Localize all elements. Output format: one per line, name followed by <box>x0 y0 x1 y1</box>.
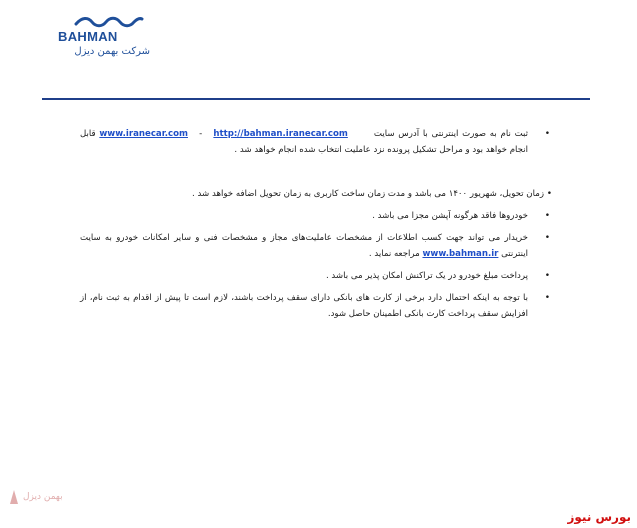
header-divider <box>42 98 590 100</box>
item-text: خودروها فاقد هرگونه آپشن مجزا می باشد . <box>372 211 528 221</box>
watermark-text: بهمن دیزل <box>23 492 63 502</box>
item-text: خریدار می تواند جهت کسب اطلاعات از مشخصات عاملیت‌های مجاز و مشخصات فنی و سایر امکانات خودرو به سایت اینترنتی <box>80 233 528 259</box>
list-item-card-limit <box>80 290 550 322</box>
watermark <box>8 486 68 508</box>
source-label: بورس نیوز <box>567 510 631 524</box>
list-item-options <box>80 208 550 224</box>
item-text-continued: قابل انجام خواهد بود و مراحل تشکیل پرونده نزد عاملیت انتخاب شده انجام خواهد شد . <box>80 129 528 155</box>
bahman-site-link[interactable]: www.bahman.ir <box>422 249 499 259</box>
item-text-continued: مراجعه نماید . <box>368 249 420 259</box>
logo-wave-icon <box>74 16 144 28</box>
link-separator: - <box>199 129 203 139</box>
item-text: زمان تحویل، شهریور ۱۴۰۰ می باشد و مدت زمان ساخت کاربری به زمان تحویل اضافه خواهد شد . <box>192 189 544 199</box>
item-text: با توجه به اینکه احتمال دارد برخی از کارت های بانکی دارای سقف پرداخت باشند، لازم است تا پیش از اقدام به ثبت نام، از افزایش سقف پرداخت کارت بانکی اطمینان حاصل شود. <box>80 293 528 319</box>
item-text: پرداخت مبلغ خودرو در یک تراکنش امکان پذیر می باشد . <box>325 271 528 281</box>
list-item-registration <box>80 126 550 158</box>
item-text: ثبت نام به صورت اینترنتی با آدرس سایت <box>373 129 528 139</box>
bahman-iranecar-link[interactable]: http://bahman.iranecar.com <box>213 129 348 139</box>
watermark-logo-icon <box>8 488 20 506</box>
bahman-logo <box>58 16 150 58</box>
list-item-info <box>80 230 550 262</box>
list-item-payment <box>80 268 550 284</box>
iranecar-link[interactable]: www.iranecar.com <box>99 129 188 139</box>
list-item-delivery <box>80 186 550 202</box>
logo-subtitle: شرکت بهمن دیزل <box>74 46 150 57</box>
spacer <box>80 164 550 186</box>
notice-list <box>80 126 550 328</box>
logo-brand-text: BAHMAN <box>58 29 118 44</box>
